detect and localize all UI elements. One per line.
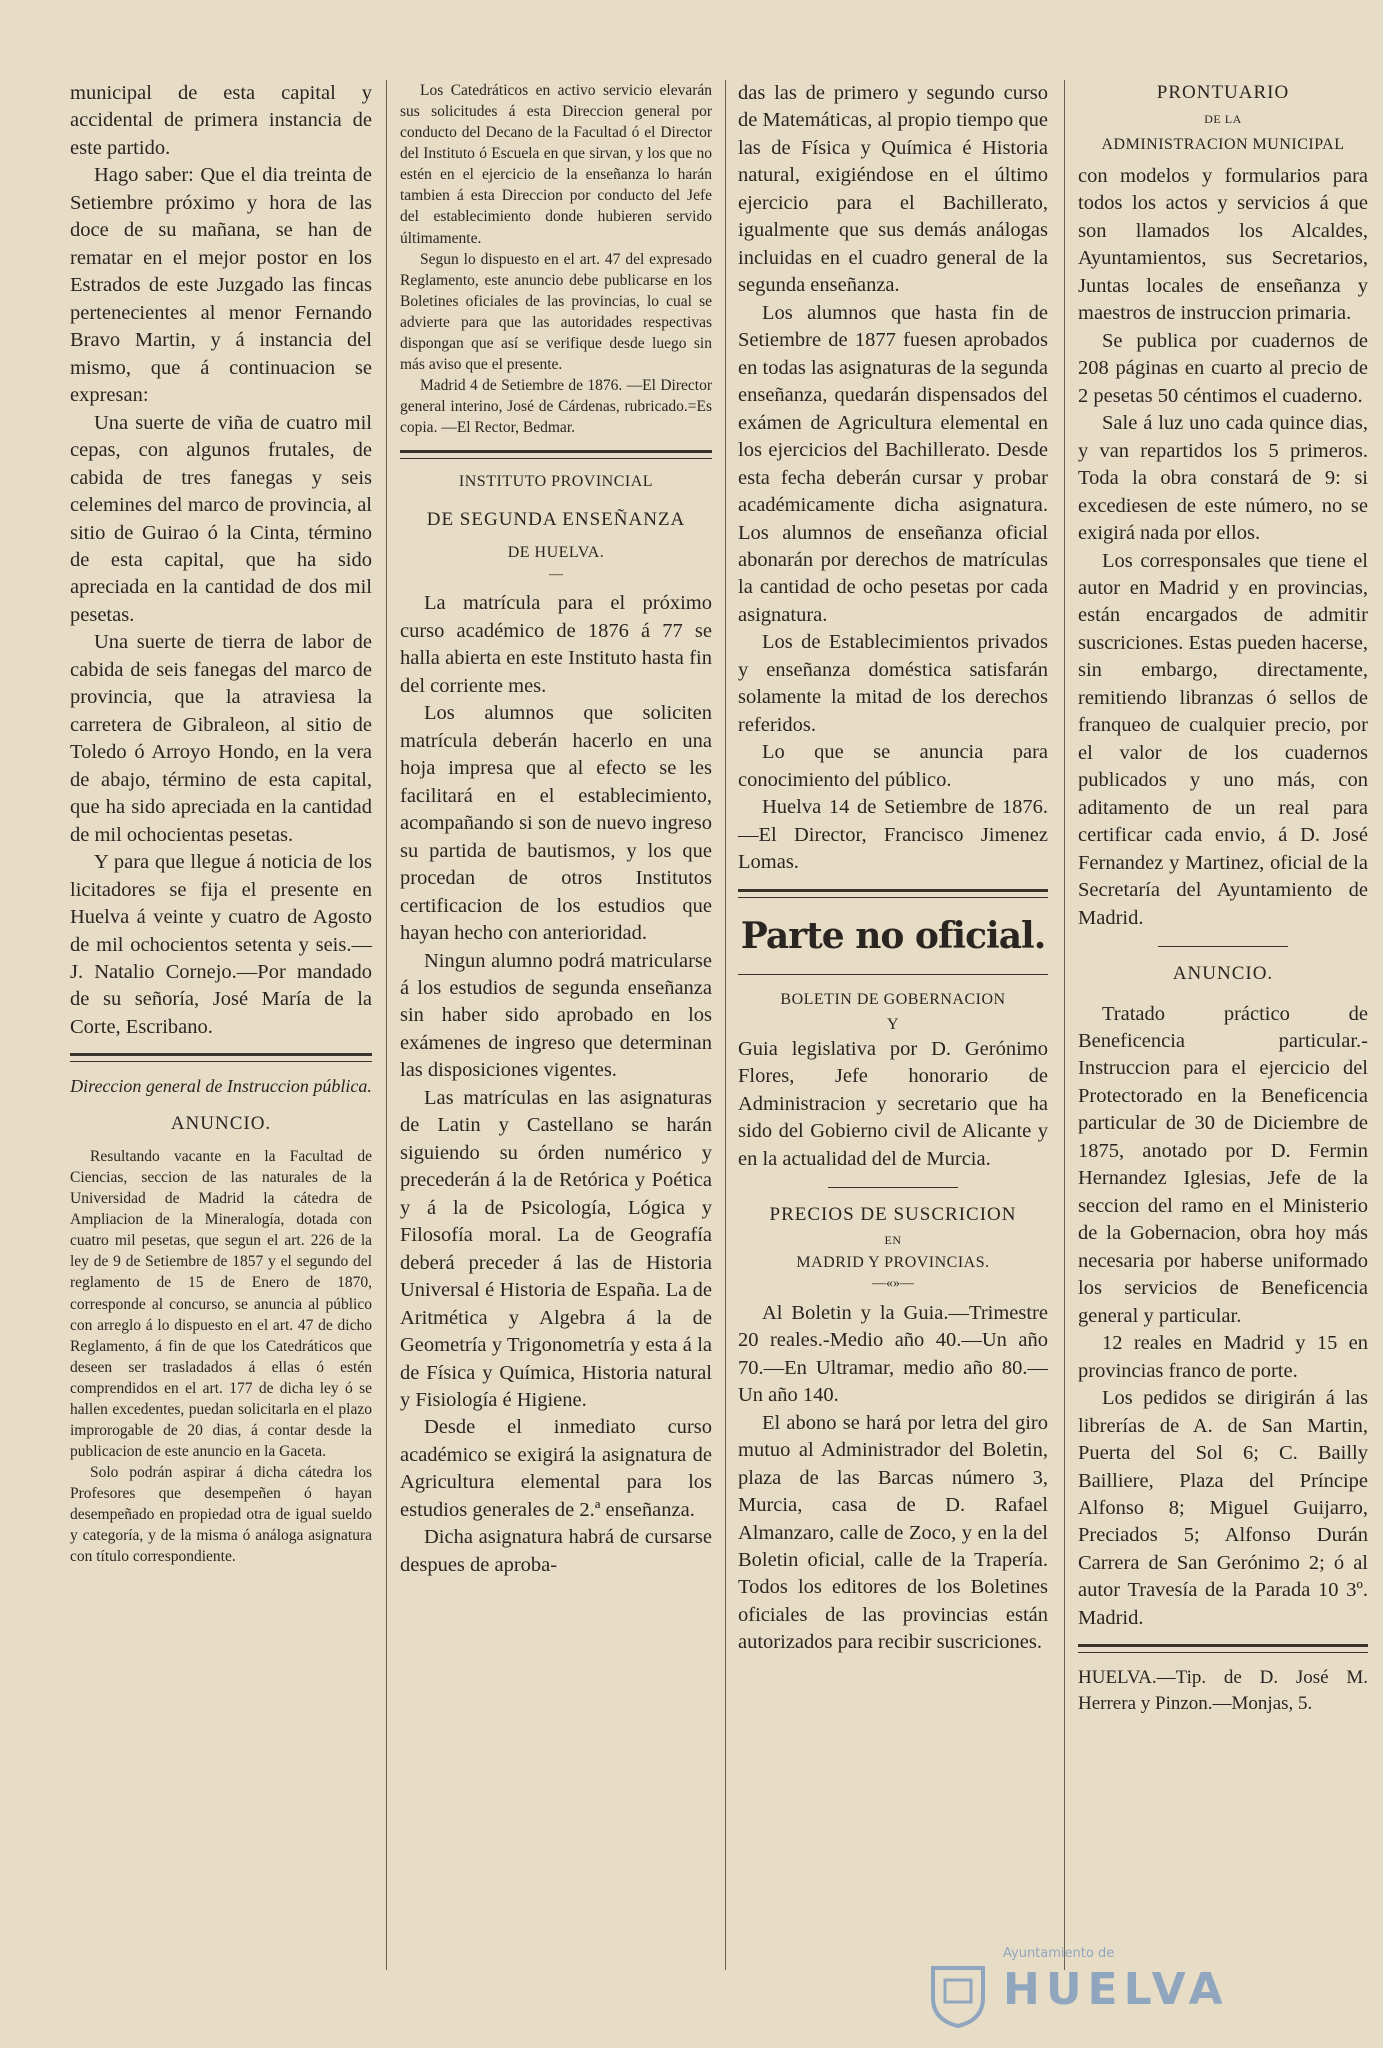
col1-p4: Y para que llegue á noticia de los licitadores se fija el presente en Huelva á veinte y cuatro de Agosto de mil ochocientos setenta y seis.—J. Natalio Cornejo.—Por mandado de su señoría, José María de la Corte, Escribano. [70, 851, 372, 1038]
column-rule-1 [386, 80, 387, 1970]
dir-heading: Direccion general de Instruccion pública. [70, 1076, 372, 1097]
col1-top: municipal de esta capital y accidental de primera instancia de este partido. [70, 82, 372, 159]
col2-s3: Madrid 4 de Setiembre de 1876. —El Director general interino, José de Cárdenas, rubricado.=Es copia. —El Rector, Bedmar. [400, 377, 712, 437]
instituto-heading-3: DE HUELVA. [507, 544, 605, 562]
prontuario-admin: ADMINISTRACION MUNICIPAL [1101, 135, 1345, 153]
watermark-subtext: Ayuntamiento de [1003, 1946, 1115, 1961]
col1-s1: Resultando vacante en la Facultad de Ciencias, seccion de las naturales de la Universidad de Madrid la cátedra de Ampliacion de la Mineralogía, dotada con cuatro mil pesetas, que segun el art. 226 de la ley de 9 de Setiembre de 1857 y el segundo del reglamento de 15 de Enero de 1870, corresponde al concurso, se anuncia al público con arreglo á lo dispuesto en el art. 47 de dicho Reglamento, á fin de que los Catedráticos que deseen ser trasladados á ellas ó estén comprendidos en el art. 177 de dicha ley ó se hallen excedentes, puedan solicitarla en el plazo improrogable de 20 dias, á contar desde la publicacion de este anuncio en la Gaceta. [70, 1147, 372, 1461]
col3-p2: Los alumnos que hasta fin de Setiembre de 1877 fuesen aprobados en todas las asignaturas de la segunda enseñanza, quedarán dispensados del exámen de Agricultura elemental en los ejercicios del Bachillerato. Desde esta fecha deberán cursar y probar académicamente dicha asignatura. Los alumnos de enseñanza oficial abonarán por derechos de matrículas la cantidad de ocho pesetas por cada asignatura. [738, 301, 1048, 626]
double-rule [70, 1053, 372, 1062]
short-rule [1158, 946, 1288, 947]
double-rule [400, 450, 712, 459]
col4-anuncio: ANUNCIO. [1172, 963, 1274, 985]
col4-p6: 12 reales en Madrid y 15 en provincias franco de porte. [1078, 1332, 1368, 1382]
column-4 [1078, 80, 1368, 1716]
col1-p1: Hago saber: Que el dia treinta de Setiembre próximo y hora de las doce de su mañana, se han de rematar en el mejor postor en los Estrados de este Juzgado las fincas pertenecientes al menor Fernando Bravo Martin, y á instancia del mismo, que á continuacion se expresan: [70, 164, 372, 407]
anuncio-heading: ANUNCIO. [170, 1112, 272, 1134]
prontuario-heading: PRONTUARIO [1156, 82, 1290, 103]
col3-p5: Huelva 14 de Setiembre de 1876.—El Director, Francisco Jimenez Lomas. [738, 796, 1048, 874]
col4-p5: Tratado práctico de Beneficencia particular.-Instruccion para el ejercicio del Protectorado en la Beneficencia particular de 30 de Diciembre de 1875, anotado por D. Fermin Hernandez Iglesias, Jefe de la seccion del ramo en el Ministerio de la Gobernacion, obra hoy más necesaria por haberse uniformado los servicios de Beneficencia general y particular. [1078, 1002, 1368, 1327]
instituto-heading-2: DE SEGUNDA ENSEÑANZA [426, 508, 686, 530]
precios-heading: PRECIOS DE SUSCRICION [769, 1204, 1017, 1226]
column-1 [70, 80, 372, 1568]
column-3 [738, 80, 1048, 1657]
prontuario-de-la: DE LA [1204, 112, 1242, 127]
double-rule [1078, 1644, 1368, 1653]
ornament: —«»— [872, 1276, 914, 1292]
column-2 [400, 80, 712, 1579]
col4-p2: Se publica por cuadernos de 208 páginas en cuarto al precio de 2 pesetas 50 céntimos el cuaderno. [1078, 329, 1368, 407]
col2-p4: Las matrículas en las asignaturas de Latin y Castellano se harán siguiendo su órden numérico y precederán á la de Retórica y Poética y á la de Psicología, Lógica y Filosofía moral. La de Geografía deberá preceder á las de Historia Universal é Historia de España. La de Aritmética y Algebra á la de Geometría y Trigonometría y esta á la de Física y Química, Historia natural y Fisiología é Higiene. [400, 1086, 712, 1411]
watermark-text: HUELVA [1003, 1964, 1229, 2015]
col4-p3: Sale á luz uno cada quince dias, y van repartidos los 5 primeros. Toda la obra constará de 9: si excediesen de este número, no se exigirá nada por ellos. [1078, 412, 1368, 545]
col2-p5: Desde el inmediato curso académico se exigirá la asignatura de Agricultura elemental para los estudios generales de 2.ª enseñanza. [400, 1416, 712, 1521]
boletin-heading: BOLETIN DE GOBERNACION [780, 990, 1006, 1008]
col4-p4: Los corresponsales que tiene el autor en Madrid y en provincias, están encargados de admitir suscriciones. Estas pueden hacerse, sin embargo, directamente, remitiendo libranzas ó sellos de franqueo de cualquier precio, por el valor de los cuadernos publicados y uno más, con aditamento de un real para certificar cada envio, á D. José Fernandez y Martinez, oficial de la Secretaría del Ayuntamiento de Madrid. [1078, 549, 1368, 929]
col3-p8: El abono se hará por letra del giro mutuo al Administrador del Boletin, plaza de las Barcas número 3, Murcia, casa de D. Rafael Almanzaro, calle de Zoco, y en la del Boletin oficial, calle de la Trapería. Todos los editores de los Boletines oficiales de las provincias están autorizados para recibir suscriciones. [738, 1411, 1048, 1654]
column-rule-3 [1064, 80, 1065, 1970]
archive-watermark [923, 1946, 1343, 2030]
col2-p2: Los alumnos que soliciten matrícula deberán hacerlo en una hoja impresa que al efecto se les facilitará en el establecimiento, acompañando si son de nuevo ingreso su partida de bautismos, y los que procedan de otros Institutos certificacion de los estudios que hayan hecho con anterioridad. [400, 702, 712, 945]
double-rule [738, 889, 1048, 898]
col1-p3: Una suerte de tierra de labor de cabida de seis fanegas del marco de provincia, que la atraviesa la carretera de Gibraleon, al sitio de Toledo ó Arroyo Hondo, en la vera de abajo, término de esta capital, que ha sido apreciada en la cantidad de mil ochocientas pesetas. [70, 631, 372, 846]
col2-p3: Ningun alumno podrá matricularse á los estudios de segunda enseñanza sin haber sido aprobado en los exámenes de ingreso que determinan las disposiciones vigentes. [400, 949, 712, 1082]
column-rule-2 [725, 80, 726, 1970]
imprint: HUELVA.—Tip. de D. José M. Herrera y Pinzon.—Monjas, 5. [1078, 1667, 1368, 1714]
col1-p2: Una suerte de viña de cuatro mil cepas, con algunos frutales, de cabida de tres fanegas y seis celemines del marco de provincia, al sitio de Guirao ó la Cinta, término de esta capital, que ha sido apreciada en la cantidad de dos mil pesetas. [70, 411, 372, 626]
precios-en: EN [884, 1232, 902, 1247]
col2-s2: Segun lo dispuesto en el art. 47 del expresado Reglamento, este anuncio debe publicarse en los Boletines oficiales de las provincias, lo cual se advierte para que las autoridades respectivas dispongan que así se verifique desde luego sin más aviso que el presente. [400, 250, 712, 374]
col3-p7: Al Boletin y la Guia.—Trimestre 20 reales.-Medio año 40.—Un año 70.—En Ultramar, medio año 80.—Un año 140. [738, 1301, 1048, 1407]
col2-p6: Dicha asignatura habrá de cursarse despues de aproba- [400, 1526, 712, 1576]
precios-madrid: MADRID Y PROVINCIAS. [796, 1253, 990, 1271]
col3-p3: Los de Establecimientos privados y enseñanza doméstica satisfarán solamente la mitad de los derechos referidos. [738, 631, 1048, 736]
boletin-y: Y [886, 1016, 900, 1034]
col3-p6: Guia legislativa por D. Gerónimo Flores, Jefe honorario de Administracion y secretario que ha sido del Gobierno civil de Alicante y en la actualidad del de Murcia. [738, 1037, 1048, 1170]
col2-s1: Los Catedráticos en activo servicio elevarán sus solicitudes á esta Direccion general por conducto del Decano de la Facultad ó el Director del Instituto ó Escuela en que sirvan, y los que no estén en el ejercicio de la enseñanza lo harán tambien á esta Direccion por conducto del Jefe del establecimiento donde hubieren servido últimamente. [400, 82, 712, 247]
parte-no-oficial-title: Parte no oficial. [740, 914, 1046, 957]
col4-p7: Los pedidos se dirigirán á las librerías de A. de San Martin, Puerta del Sol 6; C. Bailly Bailliere, Plaza del Príncipe Alfonso 8; Miguel Guijarro, Preciados 5; Alfonso Durán Carrera de San Gerónimo 2; ó al autor Travesía de la Parada 10 3º. Madrid. [1078, 1387, 1368, 1629]
col2-p1: La matrícula para el próximo curso académico de 1876 á 77 se halla abierta en este Instituto hasta fin del corriente mes. [400, 592, 712, 697]
short-dash: — [549, 566, 563, 582]
col4-p1: con modelos y formularios para todos los actos y servicios á que son llamados los Alcaldes, Ayuntamientos, sus Secretarios, Juntas locales de enseñanza y maestros de instruccion primaria. [1078, 164, 1368, 325]
col3-p4: Lo que se anuncia para conocimiento del público. [738, 741, 1048, 791]
col1-s2: Solo podrán aspirar á dicha cátedra los Profesores que desempeñen ó hayan desempeñado en propiedad otra de igual sueldo y categoría, y de la misma ó análoga asignatura con título correspondiente. [70, 1464, 372, 1566]
coat-of-arms-icon [923, 1960, 993, 2030]
rule [738, 974, 1048, 975]
col3-p1: das las de primero y segundo curso de Matemáticas, al propio tiempo que las de Física y Química é Historia natural, exigiéndose en el último ejercicio para el Bachillerato, igualmente que sus demás análogas incluidas en el cuadro general de la segunda enseñanza. [738, 82, 1048, 297]
short-rule [828, 1187, 958, 1188]
instituto-heading-1: INSTITUTO PROVINCIAL [458, 473, 654, 491]
